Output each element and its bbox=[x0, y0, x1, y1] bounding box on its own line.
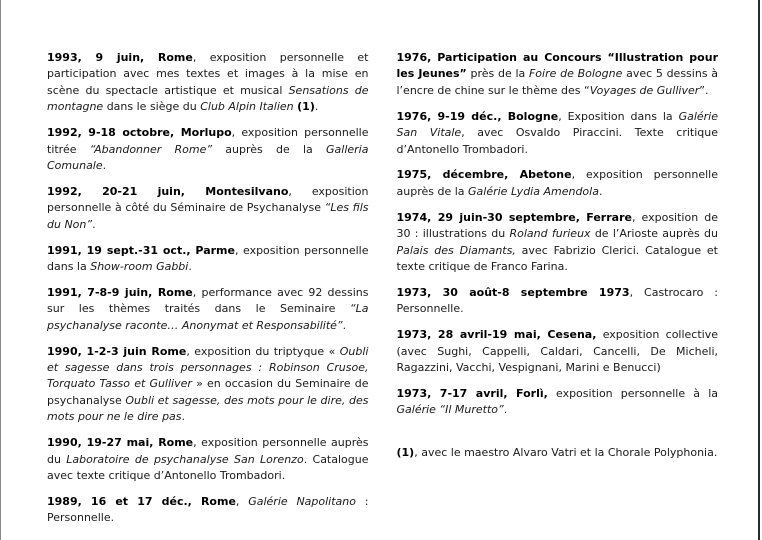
text-segment: 1990, 1-2-3 juin Rome bbox=[47, 344, 187, 358]
text-segment: , performance avec 92 dessins sur les thèmes traités dans le Seminaire bbox=[47, 285, 369, 316]
text-segment: 1993, 9 juin, Rome bbox=[47, 51, 193, 64]
text-segment: . bbox=[188, 259, 192, 273]
entry-1974-ferrare bbox=[397, 210, 719, 276]
text-segment: . bbox=[102, 158, 107, 172]
entry-1991-rome bbox=[47, 285, 369, 334]
text-segment: , exposition personnelle auprès du bbox=[47, 436, 369, 466]
entry-1990-mai-rome bbox=[47, 435, 369, 484]
text-segment: 1976, Participation au Concours “Illustration pour les Jeunes” bbox=[396, 51, 718, 81]
text-segment: “La psychanalyse raconte… Anonymat et Responsabilité” bbox=[47, 302, 369, 332]
text-segment: 1990, 19-27 mai, Rome bbox=[47, 436, 194, 450]
text-segment: (1) bbox=[396, 445, 415, 459]
column-left bbox=[47, 50, 369, 536]
text-segment: “Abandonner Rome” bbox=[89, 142, 213, 156]
text-segment: 1973, 7-17 avril, Forlì, bbox=[396, 386, 548, 400]
text-segment: dans le siège du bbox=[103, 100, 201, 114]
text-segment: Foire de Bologne bbox=[528, 67, 623, 81]
entry-1975-abetone bbox=[397, 167, 719, 200]
text-segment: , exposition personnelle dans la bbox=[47, 243, 369, 273]
text-segment: . Catalogue avec texte critique d’Antonello Trombadori. bbox=[47, 452, 369, 482]
entry-1973-cesena bbox=[397, 327, 719, 376]
text-segment: » en occasion du Seminaire de psychanalyse bbox=[47, 377, 369, 407]
text-segment: 1992, 9-18 octobre, Morlupo bbox=[47, 126, 232, 140]
text-segment: . bbox=[598, 184, 603, 198]
text-segment: , exposition personnelle à côté du Séminaire de Psychanalyse bbox=[47, 184, 369, 215]
text-segment: Roland furieux bbox=[509, 227, 591, 241]
text-segment: avec 5 dessins à l’encre de chine sur le thème des “ bbox=[396, 67, 719, 97]
text-segment: . bbox=[503, 403, 508, 417]
entry-1989-rome bbox=[47, 494, 369, 527]
text-segment: Galérie “Il Muretto” bbox=[396, 403, 504, 417]
entry-1973-forli bbox=[397, 386, 719, 419]
text-segment: , exposition personnelle auprès de la bbox=[396, 168, 718, 198]
text-segment: avec Fabrizio Clerici. Catalogue et texte critique de Franco Farina. bbox=[396, 243, 718, 273]
text-segment: Sensations de montagne bbox=[47, 83, 369, 114]
text-segment: , exposition personnelle titrée bbox=[47, 126, 369, 156]
text-segment: Oubli et sagesse dans trois personnages : Robinson Crusoe, Torquato Tasso et Gulliver bbox=[47, 344, 369, 391]
entry-1992-montesilvano bbox=[47, 184, 369, 233]
text-segment: ”. bbox=[699, 83, 709, 97]
page-scan-edge-left bbox=[0, 0, 1, 540]
text-segment: , exposition du triptyque « bbox=[186, 344, 340, 358]
text-segment: 1992, 20-21 juin, Montesilvano bbox=[47, 184, 289, 198]
text-segment: 1991, 19 sept.-31 oct., Parme bbox=[47, 243, 235, 257]
text-segment: Galleria Comunale bbox=[47, 142, 369, 172]
text-segment: Oubli et sagesse, des mots pour le dire, des mots pour ne le dire pas bbox=[47, 393, 369, 424]
text-segment: . bbox=[342, 318, 347, 332]
text-segment: exposition personnelle à la bbox=[547, 386, 718, 400]
entry-1993-rome bbox=[47, 50, 369, 116]
text-segment: exposition collective (avec Sughi, Cappelli, Caldari, Cancelli, De Micheli, Ragazzini, Vacchi, Vespignani, Marini e Benucci) bbox=[396, 328, 718, 374]
text-segment: près de la bbox=[466, 67, 529, 81]
text-segment: Club Alpin Italien bbox=[200, 100, 294, 114]
text-segment: 1991, 7-8-9 juin, Rome bbox=[47, 285, 193, 299]
text-segment: 1973, 30 août-8 septembre 1973 bbox=[396, 285, 630, 299]
text-segment: 1975, décembre, Abetone bbox=[396, 168, 572, 182]
text-segment: Palais des Diamants, bbox=[396, 243, 516, 257]
text-segment: , avec le maestro Alvaro Vatri et la Chorale Polyphonia. bbox=[414, 445, 718, 459]
entry-1976-bologne bbox=[397, 109, 719, 158]
text-segment: , Exposition dans la bbox=[558, 109, 679, 123]
text-segment: . bbox=[181, 410, 186, 424]
text-segment: , avec Osvaldo Piraccini. Texte critique d’Antonello Trombadori. bbox=[396, 126, 718, 156]
entry-1973-castrocaro bbox=[397, 285, 719, 318]
text-segment: . bbox=[314, 100, 319, 114]
text-segment: , Castrocaro : Personnelle. bbox=[396, 285, 718, 316]
entry-1990-juin-rome bbox=[47, 344, 369, 426]
text-segment: Show-room Gabbi bbox=[90, 259, 189, 273]
text-segment: 1976, 9-19 déc., Bologne bbox=[396, 109, 559, 123]
text-segment: Galérie Lydia Amendola bbox=[468, 184, 599, 198]
text-segment: 1973, 28 avril-19 mai, Cesena, bbox=[396, 328, 597, 342]
page-scan-edge-right bbox=[758, 0, 760, 540]
text-segment: : Personnelle. bbox=[47, 494, 369, 525]
text-segment: auprès de la bbox=[212, 142, 327, 156]
text-segment: (1) bbox=[297, 100, 315, 114]
text-segment: Laboratoire de psychanalyse San Lorenzo bbox=[66, 452, 304, 466]
text-segment: 1989, 16 et 17 déc., Rome bbox=[47, 494, 236, 508]
text-segment: de l’Arioste auprès du bbox=[590, 227, 718, 241]
text-segment: 1974, 29 juin-30 septembre, Ferrare bbox=[396, 210, 632, 224]
text-segment: Galérie San Vitale bbox=[396, 109, 718, 140]
column-right bbox=[397, 50, 719, 536]
text-segment: , exposition personnelle et participation avec mes textes et images à la mise en scène du spectacle artistique et musical bbox=[47, 51, 369, 97]
entry-1991-parme bbox=[47, 243, 369, 276]
entry-1992-morlupo bbox=[47, 125, 369, 174]
text-segment: , bbox=[235, 494, 249, 508]
footnote-1 bbox=[397, 445, 719, 461]
text-segment: “Les fils du Non” bbox=[47, 201, 369, 231]
text-segment: Voyages de Gulliver bbox=[589, 83, 700, 97]
text-segment: . bbox=[92, 217, 96, 231]
text-segment: , exposition de 30 : illustrations du bbox=[396, 210, 718, 241]
text-segment: Galérie Napolitano bbox=[248, 494, 356, 508]
entry-1976-concours bbox=[397, 50, 719, 99]
